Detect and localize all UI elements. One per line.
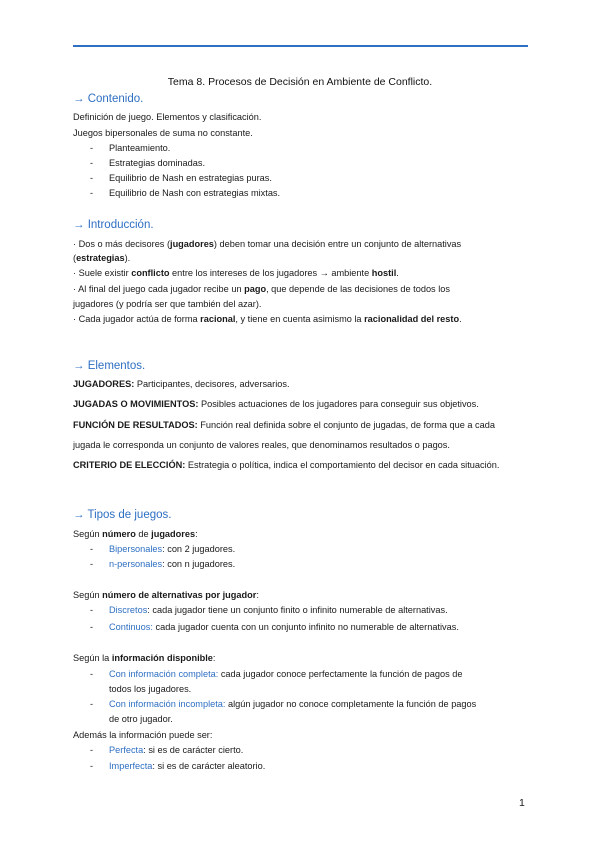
list-item: - Imperfecta: si es de carácter aleatorio. xyxy=(90,761,266,771)
text-line: jugadores (y podría ser que también del azar). xyxy=(73,299,262,309)
list-item: - Bipersonales: con 2 jugadores. xyxy=(90,544,236,554)
text-line: (estrategias). xyxy=(73,253,131,263)
section-heading-elementos: → Elementos. xyxy=(73,360,146,372)
list-item: - Perfecta: si es de carácter cierto. xyxy=(90,745,244,755)
text-line: Según número de alternativas por jugador: xyxy=(73,590,259,600)
list-item: - Discretos: cada jugador tiene un conjunto finito o infinito numerable de alternativas. xyxy=(90,605,448,615)
section-heading-contenido: → Contenido. xyxy=(73,93,144,105)
text-line: Según número de jugadores: xyxy=(73,529,198,539)
text-line: jugada le corresponda un conjunto de valores reales, que denominamos resultados o pagos. xyxy=(73,440,450,450)
text-line: Según la información disponible: xyxy=(73,653,216,663)
list-item: - Planteamiento. xyxy=(90,143,171,153)
document-title: Tema 8. Procesos de Decisión en Ambiente de Conflicto. xyxy=(167,76,433,88)
list-item: - Con información completa: cada jugador conoce perfectamente la función de pagos de xyxy=(90,669,463,679)
text-line: de otro jugador. xyxy=(109,714,173,724)
list-item: - n-personales: con n jugadores. xyxy=(90,559,236,569)
text-line: Definición de juego. Elementos y clasificación. xyxy=(73,112,262,122)
list-item: - Continuos: cada jugador cuenta con un conjunto infinito no numerable de alternativas. xyxy=(90,622,459,632)
list-item: - Con información incompleta: algún jugador no conoce completamente la función de pagos xyxy=(90,699,477,709)
text-line: · Dos o más decisores (jugadores) deben tomar una decisión entre un conjunto de alternativas xyxy=(73,239,462,249)
definition-criterio: CRITERIO DE ELECCIÓN: Estrategia o política, indica el comportamiento del decisor en cada situación. xyxy=(73,460,500,470)
text-line: Además la información puede ser: xyxy=(73,730,213,740)
definition-funcion: FUNCIÓN DE RESULTADOS: Función real definida sobre el conjunto de jugadas, de forma que a cada xyxy=(73,420,495,430)
page-number: 1 xyxy=(519,797,525,809)
definition-jugadas: JUGADAS O MOVIMIENTOS: Posibles actuaciones de los jugadores para conseguir sus objetivos. xyxy=(73,399,479,409)
list-item: - Estrategias dominadas. xyxy=(90,158,206,168)
section-heading-tipos: → Tipos de juegos. xyxy=(73,509,172,521)
list-item: - Equilibrio de Nash en estrategias puras. xyxy=(90,173,272,183)
text-line: Juegos bipersonales de suma no constante. xyxy=(73,128,253,138)
definition-jugadores: JUGADORES: Participantes, decisores, adversarios. xyxy=(73,379,290,389)
section-heading-introduccion: → Introducción. xyxy=(73,219,154,231)
list-item: - Equilibrio de Nash con estrategias mixtas. xyxy=(90,188,281,198)
text-line: todos los jugadores. xyxy=(109,684,192,694)
text-line: · Cada jugador actúa de forma racional, y tiene en cuenta asimismo la racionalidad del resto. xyxy=(73,314,462,324)
text-line: · Al final del juego cada jugador recibe un pago, que depende de las decisiones de todos los xyxy=(73,284,450,294)
header-rule xyxy=(73,45,528,47)
text-line: · Suele existir conflicto entre los intereses de los jugadores → ambiente hostil. xyxy=(73,268,399,278)
